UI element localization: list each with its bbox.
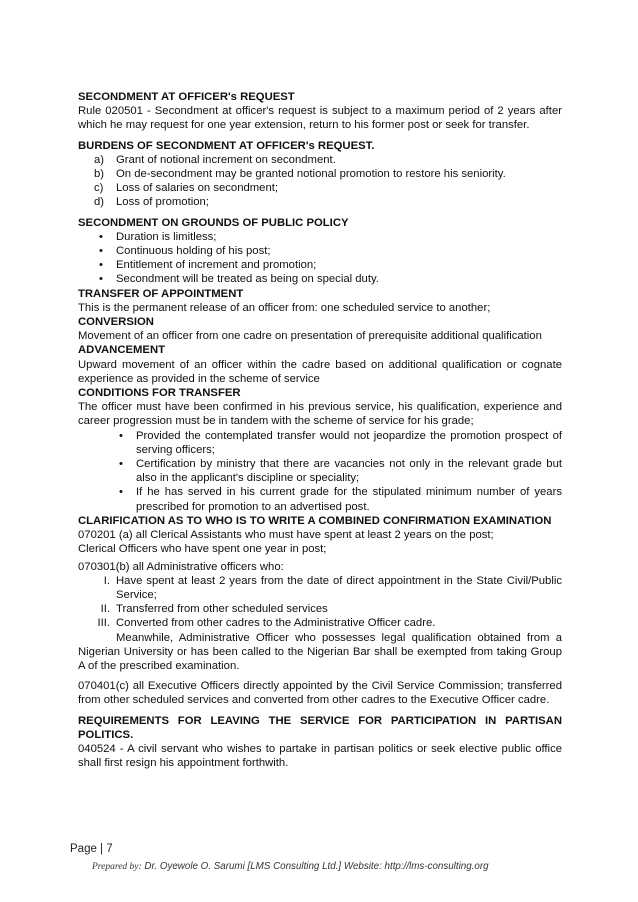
prepared-by-label: Prepared by:: [92, 862, 142, 872]
heading-secondment-public-policy: SECONDMENT ON GROUNDS OF PUBLIC POLICY: [78, 216, 349, 229]
administrative-officers-list: [78, 574, 562, 631]
list-marker: a): [94, 153, 105, 166]
list-item-text: Secondment will be treated as being on special duty.: [116, 273, 379, 286]
paragraph-clerical-officers: Clerical Officers who have spent one year in post;: [78, 543, 327, 556]
heading-burdens-of-secondment: BURDENS OF SECONDMENT AT OFFICER's REQUEST.: [78, 139, 375, 152]
burdens-list: [78, 153, 562, 210]
list-item-text: Entitlement of increment and promotion;: [116, 259, 317, 272]
list-item: [78, 574, 562, 602]
list-item: [78, 602, 562, 616]
list-item: [78, 244, 562, 258]
list-item-text: Have spent at least 2 years from the date of direct appointment in the State Civil/Public Service;: [116, 574, 562, 601]
heading-transfer-of-appointment: TRANSFER OF APPOINTMENT: [78, 287, 244, 300]
list-item-text: Continuous holding of his post;: [116, 245, 271, 258]
list-marker: d): [94, 196, 105, 209]
paragraph-advancement: Upward movement of an officer within the cadre based on additional qualification or cognate experience as provided in the scheme of service: [78, 358, 562, 385]
list-item: [78, 485, 562, 513]
list-item: [78, 429, 562, 457]
list-item: [78, 230, 562, 244]
list-item-text: If he has served in his current grade for the stipulated minimum number of years prescribed for promotion to an advertised post.: [136, 486, 562, 513]
list-marker: III.: [97, 617, 110, 630]
paragraph-transfer-of-appointment: This is the permanent release of an officer from: one scheduled service to another;: [78, 301, 491, 314]
list-item: [78, 457, 562, 485]
paragraph-conversion: Movement of an officer from one cadre on presentation of prerequisite additional qualification: [78, 330, 542, 343]
list-item-text: Loss of promotion;: [116, 196, 209, 209]
bullet-icon: •: [99, 230, 103, 243]
list-item-text: Provided the contemplated transfer would not jeopardize the promotion prospect of serving officers;: [136, 429, 562, 456]
page-number: Page | 7: [70, 843, 113, 855]
author-credit: Dr. Oyewole O. Sarumi [LMS Consulting Ltd.] Website: http://lms-consulting.org: [144, 861, 489, 872]
list-item-text: On de-secondment may be granted notional promotion to restore his seniority.: [116, 168, 506, 181]
list-item-text: Duration is limitless;: [116, 230, 217, 243]
paragraph-meanwhile: Meanwhile, Administrative Officer who possesses legal qualification obtained from a Nigerian University or has been called to the Nigerian Bar shall be exempted from taking Group A of the prescribed examination.: [78, 631, 562, 672]
bullet-icon: •: [99, 273, 103, 286]
public-policy-list: [78, 230, 562, 287]
heading-advancement: ADVANCEMENT: [78, 344, 166, 357]
list-item: [78, 167, 562, 181]
list-item: [78, 153, 562, 167]
list-item: [78, 195, 562, 209]
heading-secondment-officer-request: SECONDMENT AT OFFICER's REQUEST: [78, 91, 295, 103]
list-marker: II.: [100, 603, 110, 616]
paragraph-070401: 070401(c) all Executive Officers directly appointed by the Civil Service Commission; transferred from other scheduled services and converted from other cadres to the Executive Officer cadre.: [78, 680, 562, 707]
paragraph-070301: 070301(b) all Administrative officers who:: [78, 560, 284, 573]
paragraph-conditions-for-transfer: The officer must have been confirmed in his previous service, his qualification, experience and career progression must be in tandem with the scheme of service for his grade;: [78, 401, 562, 428]
list-marker: c): [94, 182, 104, 195]
list-marker: I.: [103, 574, 110, 587]
list-item-text: Transferred from other scheduled services: [116, 603, 328, 616]
list-item: [78, 258, 562, 272]
heading-conversion: CONVERSION: [78, 316, 154, 329]
bullet-icon: •: [119, 429, 123, 442]
list-item: [78, 616, 562, 630]
paragraph-rule-020501: Rule 020501 - Secondment at officer's request is subject to a maximum period of 2 years after which he may request for one year extension, return to his former post or seek for transfer.: [78, 105, 562, 132]
bullet-icon: •: [119, 458, 123, 471]
heading-partisan-politics: REQUIREMENTS FOR LEAVING THE SERVICE FOR PARTICIPATION IN PARTISAN POLITICS.: [78, 714, 562, 741]
bullet-icon: •: [99, 245, 103, 258]
list-item-text: Grant of notional increment on secondment.: [116, 153, 336, 166]
footer-credit: [92, 861, 489, 872]
list-marker: b): [94, 168, 105, 181]
bullet-icon: •: [99, 259, 103, 272]
list-item-text: Certification by ministry that there are vacancies not only in the relevant grade but also in the applicant's discipline or speciality;: [136, 458, 562, 485]
heading-combined-confirmation-exam: CLARIFICATION AS TO WHO IS TO WRITE A COMBINED CONFIRMATION EXAMINATION: [78, 514, 552, 527]
document-page: [78, 90, 562, 770]
list-item-text: Loss of salaries on secondment;: [116, 182, 279, 195]
conditions-list: [78, 429, 562, 514]
list-item: [78, 181, 562, 195]
paragraph-070201: 070201 (a) all Clerical Assistants who must have spent at least 2 years on the post;: [78, 529, 494, 542]
heading-conditions-for-transfer: CONDITIONS FOR TRANSFER: [78, 387, 241, 400]
paragraph-040524: 040524 - A civil servant who wishes to partake in partisan politics or seek elective public office shall first resign his appointment forthwith.: [78, 742, 562, 770]
list-item-text: Converted from other cadres to the Administrative Officer cadre.: [116, 617, 436, 630]
list-item: [78, 272, 562, 286]
bullet-icon: •: [119, 486, 123, 499]
